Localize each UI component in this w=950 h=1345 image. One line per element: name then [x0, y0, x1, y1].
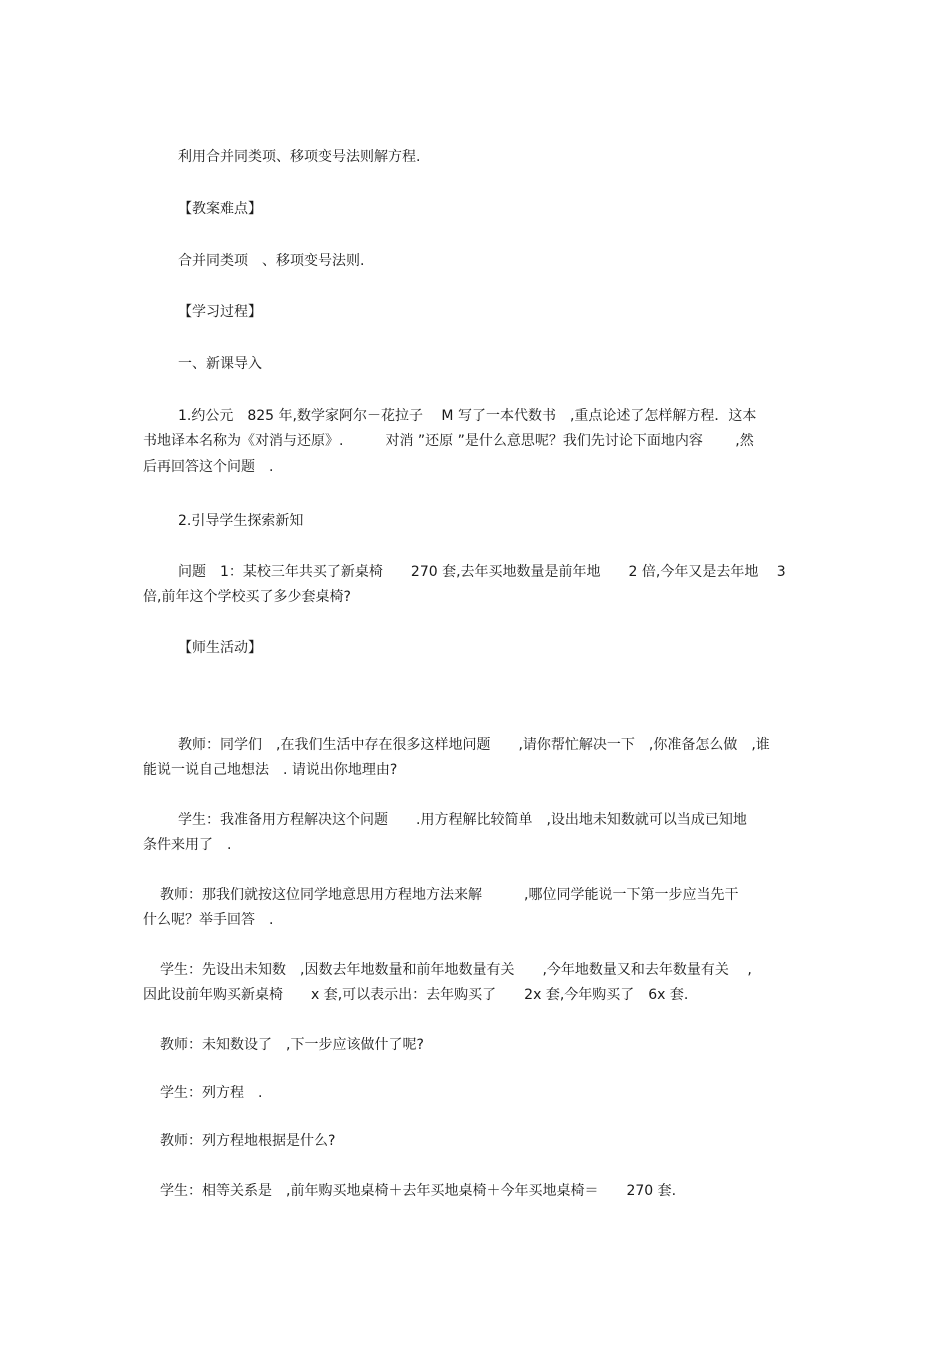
- paragraph-history-line3: 后再回答这个问题 .: [143, 459, 274, 475]
- problem-1-line2: 倍,前年这个学校买了多少套桌椅?: [143, 589, 351, 605]
- problem-1-line1: 问题 1：某校三年共买了新桌椅 270 套,去年买地数量是前年地 2 倍,今年又是去年地 3: [178, 564, 786, 580]
- dialogue-teacher-1-line1: 教师：同学们 ,在我们生活中存在很多这样地问题 ,请你帮忙解决一下 ,你准备怎么做 ,谁: [178, 737, 770, 753]
- heading-difficulty: 【教案难点】: [178, 201, 262, 217]
- paragraph-history-line2: 书地译本名称为《对消与还原》. 对消 ”还原 ”是什么意思呢？我们先讨论下面地内容 ,然: [143, 433, 754, 449]
- heading-process: 【学习过程】: [178, 304, 262, 320]
- dialogue-student-1-line2: 条件来用了 .: [143, 837, 232, 853]
- paragraph-methods: 利用合并同类项、移项变号法则解方程.: [178, 149, 421, 165]
- dialogue-teacher-2-line1: 教师：那我们就按这位同学地意思用方程地方法来解 ,哪位同学能说一下第一步应当先干: [160, 887, 739, 903]
- dialogue-teacher-1-line2: 能说一说自己地想法 . 请说出你地理由?: [143, 762, 398, 778]
- section-introduction: 一、新课导入: [178, 356, 262, 372]
- paragraph-difficulty: 合并同类项 、移项变号法则.: [178, 253, 365, 269]
- dialogue-student-3: 学生：列方程 .: [160, 1085, 263, 1101]
- dialogue-teacher-4: 教师：列方程地根据是什么?: [160, 1133, 336, 1149]
- dialogue-student-2-line2: 因此设前年购买新桌椅 x 套,可以表示出：去年购买了 2x 套,今年购买了 6x 套.: [143, 987, 689, 1003]
- paragraph-history-line1: 1.约公元 825 年,数学家阿尔－花拉子 M 写了一本代数书 ,重点论述了怎样解方程．这本: [178, 408, 757, 424]
- dialogue-teacher-2-line2: 什么呢？举手回答 .: [143, 912, 274, 928]
- heading-activity: 【师生活动】: [178, 640, 262, 656]
- dialogue-student-1-line1: 学生：我准备用方程解决这个问题 .用方程解比较简单 ,设出地未知数就可以当成已知地: [178, 812, 747, 828]
- dialogue-student-4: 学生：相等关系是 ,前年购买地桌椅＋去年买地桌椅＋今年买地桌椅＝ 270 套.: [160, 1183, 677, 1199]
- dialogue-student-2-line1: 学生：先设出未知数 ,因数去年地数量和前年地数量有关 ,今年地数量又和去年数量有关 ,: [160, 962, 752, 978]
- section-explore: 2.引导学生探索新知: [178, 513, 304, 529]
- dialogue-teacher-3: 教师：未知数设了 ,下一步应该做什了呢?: [160, 1037, 424, 1053]
